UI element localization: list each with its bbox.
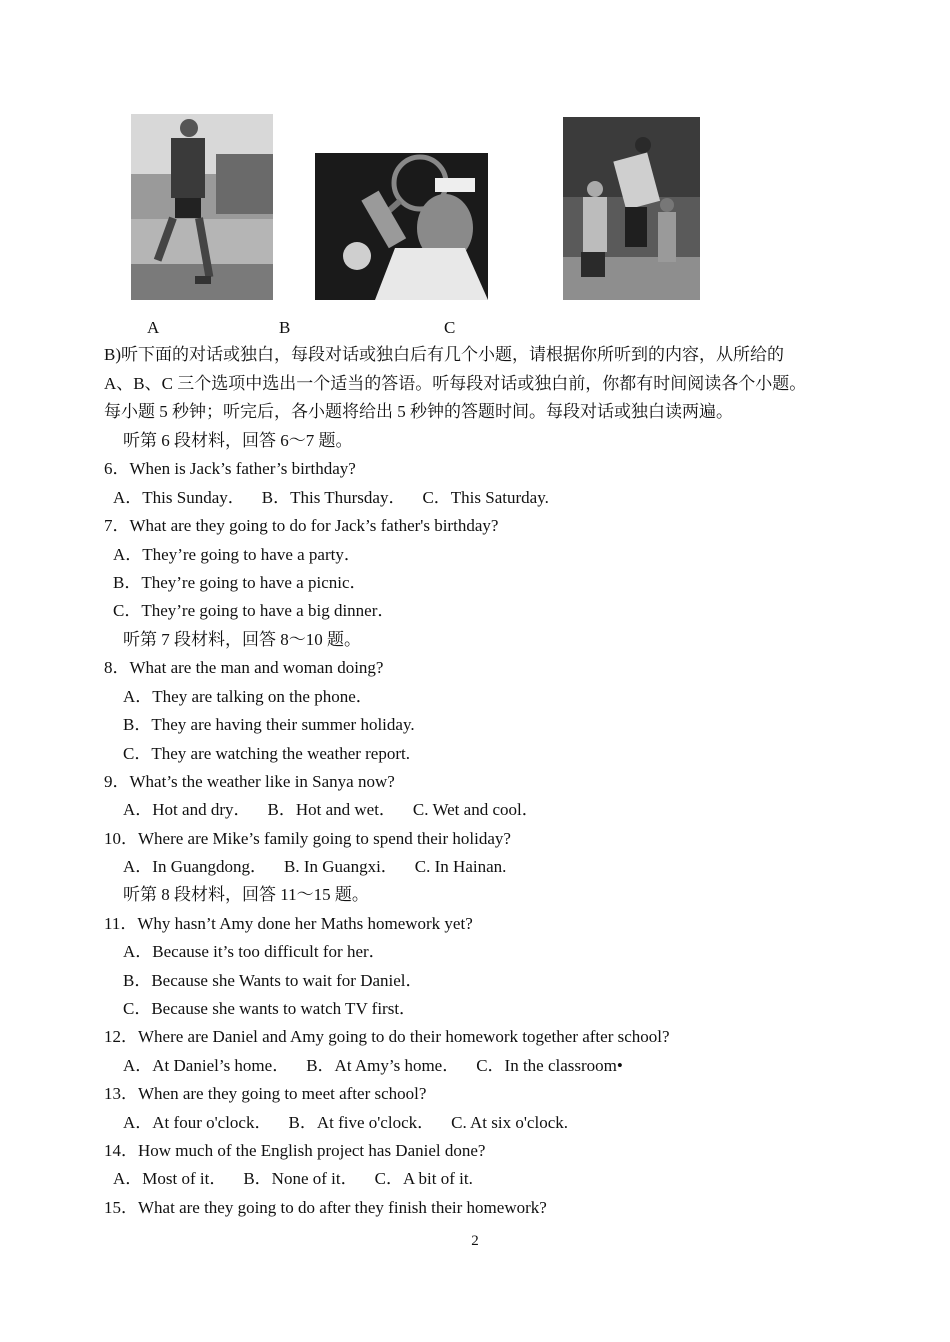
option: A．Because it’s too difficult for her．	[123, 942, 386, 961]
question: 11．Why hasn’t Amy done her Maths homework yet?	[104, 914, 473, 933]
photo-c-label: C	[444, 318, 456, 337]
instruction-line: B)听下面的对话或独白，每段对话或独白后有几个小题，请根据你所听到的内容，从所给的	[104, 345, 784, 364]
question: 14．How much of the English project has Daniel done?	[104, 1141, 486, 1160]
option: B．They are having their summer holiday.	[123, 715, 415, 734]
section-heading: 听第 7 段材料，回答 8～10 题。	[123, 630, 361, 649]
question: 15．What are they going to do after they finish their homework?	[104, 1198, 547, 1217]
photo-c-basketball-players	[563, 117, 700, 300]
options: A．At four o'clock． B．At five o'clock． C. At six o'clock.	[123, 1113, 568, 1132]
question: 9．What’s the weather like in Sanya now?	[104, 772, 395, 791]
section-heading: 听第 8 段材料，回答 11～15 题。	[123, 885, 369, 904]
option: C．They’re going to have a big dinner．	[113, 601, 395, 620]
option: B．Because she Wants to wait for Daniel．	[123, 971, 423, 990]
instruction-line: 每小题 5 秒钟；听完后，各小题将给出 5 秒钟的答题时间。每段对话或独白读两遍。	[104, 402, 733, 421]
question: 8．What are the man and woman doing?	[104, 658, 384, 677]
option: B．They’re going to have a picnic．	[113, 573, 367, 592]
photo-a-running-man	[131, 114, 273, 300]
photo-b-tennis-player	[315, 153, 488, 300]
section-heading: 听第 6 段材料，回答 6～7 题。	[123, 431, 353, 450]
photo-a-label: A	[147, 318, 160, 337]
photo-b-label: B	[279, 318, 291, 337]
options: A．In Guangdong． B. In Guangxi． C. In Hainan.	[123, 857, 507, 876]
question: 12．Where are Daniel and Amy going to do their homework together after school?	[104, 1027, 670, 1046]
options: A．At Daniel’s home． B．At Amy’s home． C．In the classroom•	[123, 1056, 623, 1075]
options: A．Hot and dry． B．Hot and wet． C. Wet and cool．	[123, 800, 539, 819]
option: C．Because she wants to watch TV first．	[123, 999, 417, 1018]
question: 10．Where are Mike’s family going to spend their holiday?	[104, 829, 511, 848]
page-number: 2	[471, 1233, 479, 1249]
option: C．They are watching the weather report.	[123, 744, 410, 763]
option: A．They are talking on the phone．	[123, 687, 373, 706]
question: 13．When are they going to meet after school?	[104, 1084, 427, 1103]
options: A．This Sunday． B．This Thursday． C．This Saturday.	[113, 488, 549, 507]
instruction-line: A、B、C 三个选项中选出一个适当的答语。听每段对话或独白前，你都有时间阅读各个小题。	[104, 374, 807, 393]
options: A．Most of it． B．None of it． C．A bit of it.	[113, 1169, 473, 1188]
question: 7．What are they going to do for Jack’s father's birthday?	[104, 516, 499, 535]
option: A．They’re going to have a party．	[113, 545, 361, 564]
question: 6．When is Jack’s father’s birthday?	[104, 459, 356, 478]
